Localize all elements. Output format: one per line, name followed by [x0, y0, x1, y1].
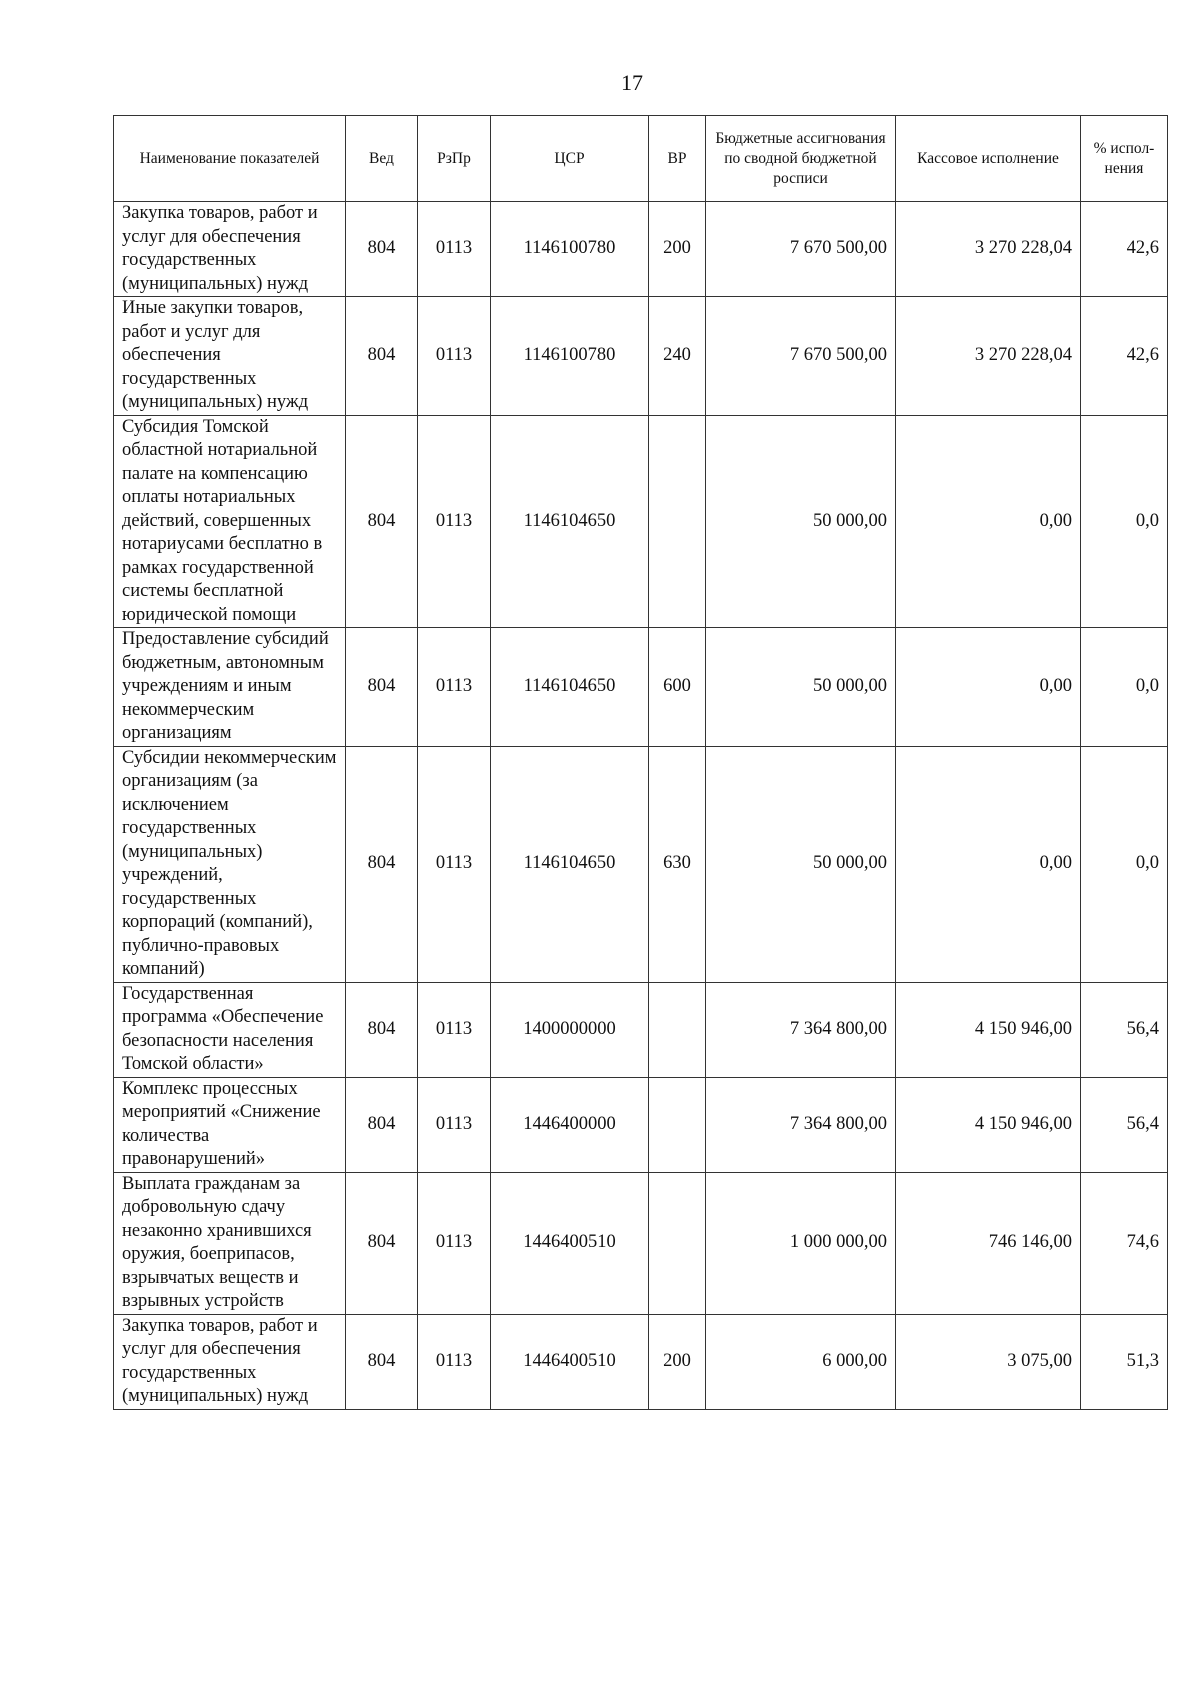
cell-name: Выплата гражданам за добровольную сдачу незаконно хранившихся оружия, боеприпасов, взрывчатых веществ и взрывных устройств [114, 1172, 346, 1314]
cell-vr [649, 1077, 706, 1172]
table-row [114, 1077, 1168, 1172]
cell-fact: 4 150 946,00 [896, 1077, 1081, 1172]
cell-plan: 6 000,00 [706, 1314, 896, 1409]
table-header [114, 116, 1168, 202]
cell-fact: 4 150 946,00 [896, 982, 1081, 1077]
header-pct: % испол-нения [1081, 116, 1168, 202]
cell-fact: 3 075,00 [896, 1314, 1081, 1409]
cell-plan: 50 000,00 [706, 628, 896, 747]
cell-pct: 56,4 [1081, 1077, 1168, 1172]
header-csr: ЦСР [491, 116, 649, 202]
cell-plan: 7 670 500,00 [706, 297, 896, 416]
cell-pct: 42,6 [1081, 297, 1168, 416]
cell-vr [649, 415, 706, 628]
cell-name: Закупка товаров, работ и услуг для обеспечения государственных (муниципальных) нужд [114, 202, 346, 297]
cell-fact: 746 146,00 [896, 1172, 1081, 1314]
cell-rzpr: 0113 [418, 297, 491, 416]
cell-plan: 7 364 800,00 [706, 1077, 896, 1172]
cell-pct: 0,0 [1081, 415, 1168, 628]
cell-rzpr: 0113 [418, 415, 491, 628]
cell-ved: 804 [346, 746, 418, 982]
cell-fact: 0,00 [896, 415, 1081, 628]
cell-rzpr: 0113 [418, 1077, 491, 1172]
cell-ved: 804 [346, 628, 418, 747]
cell-plan: 7 364 800,00 [706, 982, 896, 1077]
cell-csr: 1446400510 [491, 1172, 649, 1314]
cell-csr: 1146100780 [491, 297, 649, 416]
cell-csr: 1446400000 [491, 1077, 649, 1172]
page-number: 17 [621, 70, 643, 95]
table-row [114, 628, 1168, 747]
header-ved: Вед [346, 116, 418, 202]
cell-vr: 200 [649, 202, 706, 297]
cell-name: Государственная программа «Обеспечение безопасности населения Томской области» [114, 982, 346, 1077]
cell-pct: 0,0 [1081, 628, 1168, 747]
cell-plan: 50 000,00 [706, 415, 896, 628]
cell-rzpr: 0113 [418, 746, 491, 982]
header-rzpr: РзПр [418, 116, 491, 202]
header-fact: Кассовое исполнение [896, 116, 1081, 202]
cell-plan: 50 000,00 [706, 746, 896, 982]
cell-csr: 1446400510 [491, 1314, 649, 1409]
cell-csr: 1146104650 [491, 628, 649, 747]
table-row [114, 746, 1168, 982]
cell-ved: 804 [346, 297, 418, 416]
cell-rzpr: 0113 [418, 1172, 491, 1314]
cell-rzpr: 0113 [418, 628, 491, 747]
cell-vr: 630 [649, 746, 706, 982]
cell-vr [649, 1172, 706, 1314]
table-row [114, 1314, 1168, 1409]
table-body [114, 202, 1168, 1410]
cell-fact: 3 270 228,04 [896, 297, 1081, 416]
cell-pct: 42,6 [1081, 202, 1168, 297]
cell-plan: 1 000 000,00 [706, 1172, 896, 1314]
cell-pct: 0,0 [1081, 746, 1168, 982]
cell-ved: 804 [346, 1077, 418, 1172]
cell-rzpr: 0113 [418, 982, 491, 1077]
cell-ved: 804 [346, 1172, 418, 1314]
header-vr: ВР [649, 116, 706, 202]
table-row [114, 202, 1168, 297]
cell-rzpr: 0113 [418, 202, 491, 297]
cell-name: Субсидии некоммерческим организациям (за исключением государственных (муниципальных) учреждений, государственных корпораций (компаний), публично-правовых компаний) [114, 746, 346, 982]
cell-name: Закупка товаров, работ и услуг для обеспечения государственных (муниципальных) нужд [114, 1314, 346, 1409]
cell-ved: 804 [346, 1314, 418, 1409]
cell-csr: 1146104650 [491, 746, 649, 982]
cell-fact: 3 270 228,04 [896, 202, 1081, 297]
cell-csr: 1400000000 [491, 982, 649, 1077]
cell-name: Комплекс процессных мероприятий «Снижение количества правонарушений» [114, 1077, 346, 1172]
header-name: Наименование показателей [114, 116, 346, 202]
cell-csr: 1146104650 [491, 415, 649, 628]
table-row [114, 415, 1168, 628]
cell-fact: 0,00 [896, 628, 1081, 747]
header-plan: Бюджетные ассигнования по сводной бюджетной росписи [706, 116, 896, 202]
cell-vr [649, 982, 706, 1077]
table-row [114, 1172, 1168, 1314]
cell-name: Иные закупки товаров, работ и услуг для обеспечения государственных (муниципальных) нужд [114, 297, 346, 416]
cell-csr: 1146100780 [491, 202, 649, 297]
cell-vr: 200 [649, 1314, 706, 1409]
table-row [114, 982, 1168, 1077]
cell-pct: 56,4 [1081, 982, 1168, 1077]
cell-rzpr: 0113 [418, 1314, 491, 1409]
cell-name: Предоставление субсидий бюджетным, автономным учреждениям и иным некоммерческим организациям [114, 628, 346, 747]
budget-table [113, 115, 1168, 1410]
cell-vr: 600 [649, 628, 706, 747]
cell-fact: 0,00 [896, 746, 1081, 982]
cell-plan: 7 670 500,00 [706, 202, 896, 297]
cell-pct: 51,3 [1081, 1314, 1168, 1409]
cell-ved: 804 [346, 202, 418, 297]
cell-ved: 804 [346, 415, 418, 628]
cell-pct: 74,6 [1081, 1172, 1168, 1314]
cell-vr: 240 [649, 297, 706, 416]
cell-name: Субсидия Томской областной нотариальной палате на компенсацию оплаты нотариальных действий, совершенных нотариусами бесплатно в рамках государственной системы бесплатной юридической помощи [114, 415, 346, 628]
table-row [114, 297, 1168, 416]
cell-ved: 804 [346, 982, 418, 1077]
